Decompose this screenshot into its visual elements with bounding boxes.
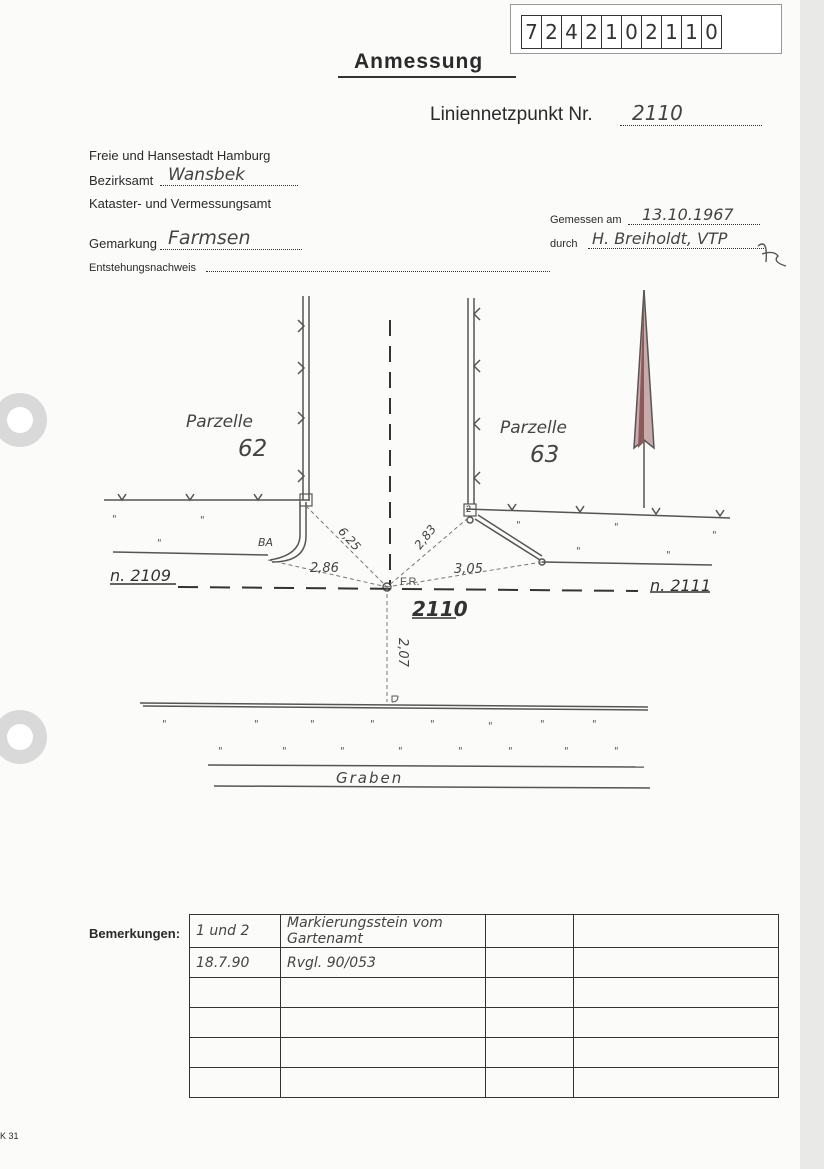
svg-text:": " (564, 746, 569, 757)
page-title: Anmessung (354, 50, 484, 73)
gemessen-value: 13.10.1967 (628, 205, 760, 225)
document-number-digit: 1 (662, 16, 682, 48)
parcel-left-label: Parzelle (186, 412, 253, 432)
remarks-row (190, 978, 779, 1008)
remarks-cell (281, 978, 486, 1008)
remarks-cell (190, 1038, 281, 1068)
ba-label: BA (258, 536, 274, 549)
remarks-cell: 18.7.90 (190, 948, 281, 978)
remarks-cell (486, 978, 574, 1008)
remarks-row (190, 1008, 779, 1038)
remarks-cell (574, 915, 779, 948)
bezirksamt-label: Bezirksamt (89, 173, 154, 188)
svg-text:": " (614, 746, 619, 757)
document-number-digit: 0 (705, 20, 718, 44)
form-code: K 31 (0, 1131, 19, 1141)
remarks-cell (574, 1038, 779, 1068)
document-number-digit: 2 (542, 16, 562, 48)
remarks-cell (486, 948, 574, 978)
point-number: 2110 (620, 101, 762, 126)
svg-text:": " (282, 746, 287, 757)
remarks-cell (281, 1008, 486, 1038)
remarks-cell (281, 1038, 486, 1068)
svg-text:": " (254, 719, 259, 730)
remarks-cell (486, 1008, 574, 1038)
header-city: Freie und Hansestadt Hamburg (89, 148, 271, 163)
remarks-cell (281, 1068, 486, 1098)
point-label: Liniennetzpunkt Nr. (430, 104, 593, 125)
svg-text:": " (430, 719, 435, 730)
parcel-left-number: 62 (238, 436, 268, 462)
remarks-cell (574, 1068, 779, 1098)
svg-text:": " (488, 721, 493, 732)
ditch-label: Graben (336, 769, 404, 787)
distance-286: 2,86 (310, 561, 339, 576)
right-reference: n. 2111 (650, 576, 712, 595)
document-number-digit: 1 (682, 16, 702, 48)
svg-text:": " (310, 719, 315, 730)
remarks-row (190, 1068, 779, 1098)
distance-207: 2,07 (394, 638, 410, 667)
left-reference: n. 2109 (110, 566, 172, 585)
document-number-digit: 0 (622, 16, 642, 48)
svg-text:": " (666, 550, 671, 561)
durch-label: durch (550, 238, 578, 250)
gemessen-label: Gemessen am (550, 214, 622, 226)
svg-text:": " (516, 520, 521, 531)
durch-value: H. Breiholdt, VTP (588, 229, 764, 249)
remarks-table (189, 914, 779, 1098)
document-number-digit: 2 (582, 16, 602, 48)
bezirksamt-value: Wansbek (160, 165, 298, 186)
document-number-digit: 1 (602, 16, 622, 48)
remarks-row (190, 915, 779, 948)
svg-text:": " (576, 546, 581, 557)
svg-text:": " (540, 719, 545, 730)
svg-text:": " (458, 746, 463, 757)
svg-text:": " (157, 538, 162, 549)
remarks-label: Bemerkungen: (89, 926, 181, 941)
document-number-digit: 2 (642, 16, 662, 48)
fp-label: F.R. (400, 576, 420, 588)
svg-text:": " (398, 746, 403, 757)
remarks-row (190, 1038, 779, 1068)
svg-text:": " (200, 515, 205, 526)
svg-text:": " (614, 522, 619, 533)
distance-305: 3,05 (454, 562, 483, 577)
remarks-cell (190, 1068, 281, 1098)
remarks-cell (190, 1008, 281, 1038)
distance-283: 2,83 (411, 522, 440, 552)
document-number-digit: 7 (522, 16, 542, 48)
remarks-cell: 1 und 2 (190, 915, 281, 948)
parcel-right-number: 63 (530, 442, 560, 468)
remarks-cell (574, 978, 779, 1008)
gemarkung-value: Farmsen (160, 227, 302, 250)
remarks-cell (190, 978, 281, 1008)
parcel-right-label: Parzelle (500, 418, 567, 438)
svg-text:": " (340, 746, 345, 757)
remarks-cell: Rvgl. 90/053 (281, 948, 486, 978)
svg-text:": " (712, 530, 717, 541)
office-name: Kataster- und Vermessungsamt (89, 196, 272, 211)
gemarkung-label: Gemarkung (89, 236, 157, 251)
remarks-cell (486, 1068, 574, 1098)
marker-2-label: 2 (466, 504, 472, 514)
svg-text:": " (370, 719, 375, 730)
svg-text:": " (508, 746, 513, 757)
remarks-cell: Markierungsstein vom Gartenamt (281, 915, 486, 948)
document-number-digit: 4 (562, 16, 582, 48)
remarks-cell (574, 1008, 779, 1038)
distance-625: 6,25 (335, 524, 364, 554)
svg-text:": " (218, 746, 223, 757)
remarks-row (190, 948, 779, 978)
remarks-cell (486, 1038, 574, 1068)
remarks-cell (486, 915, 574, 948)
entstehung-label: Entstehungsnachweis (89, 262, 197, 274)
svg-text:": " (162, 719, 167, 730)
svg-text:": " (112, 514, 117, 525)
svg-text:": " (592, 719, 597, 730)
center-point-number: 2110 (412, 597, 468, 621)
remarks-cell (574, 948, 779, 978)
